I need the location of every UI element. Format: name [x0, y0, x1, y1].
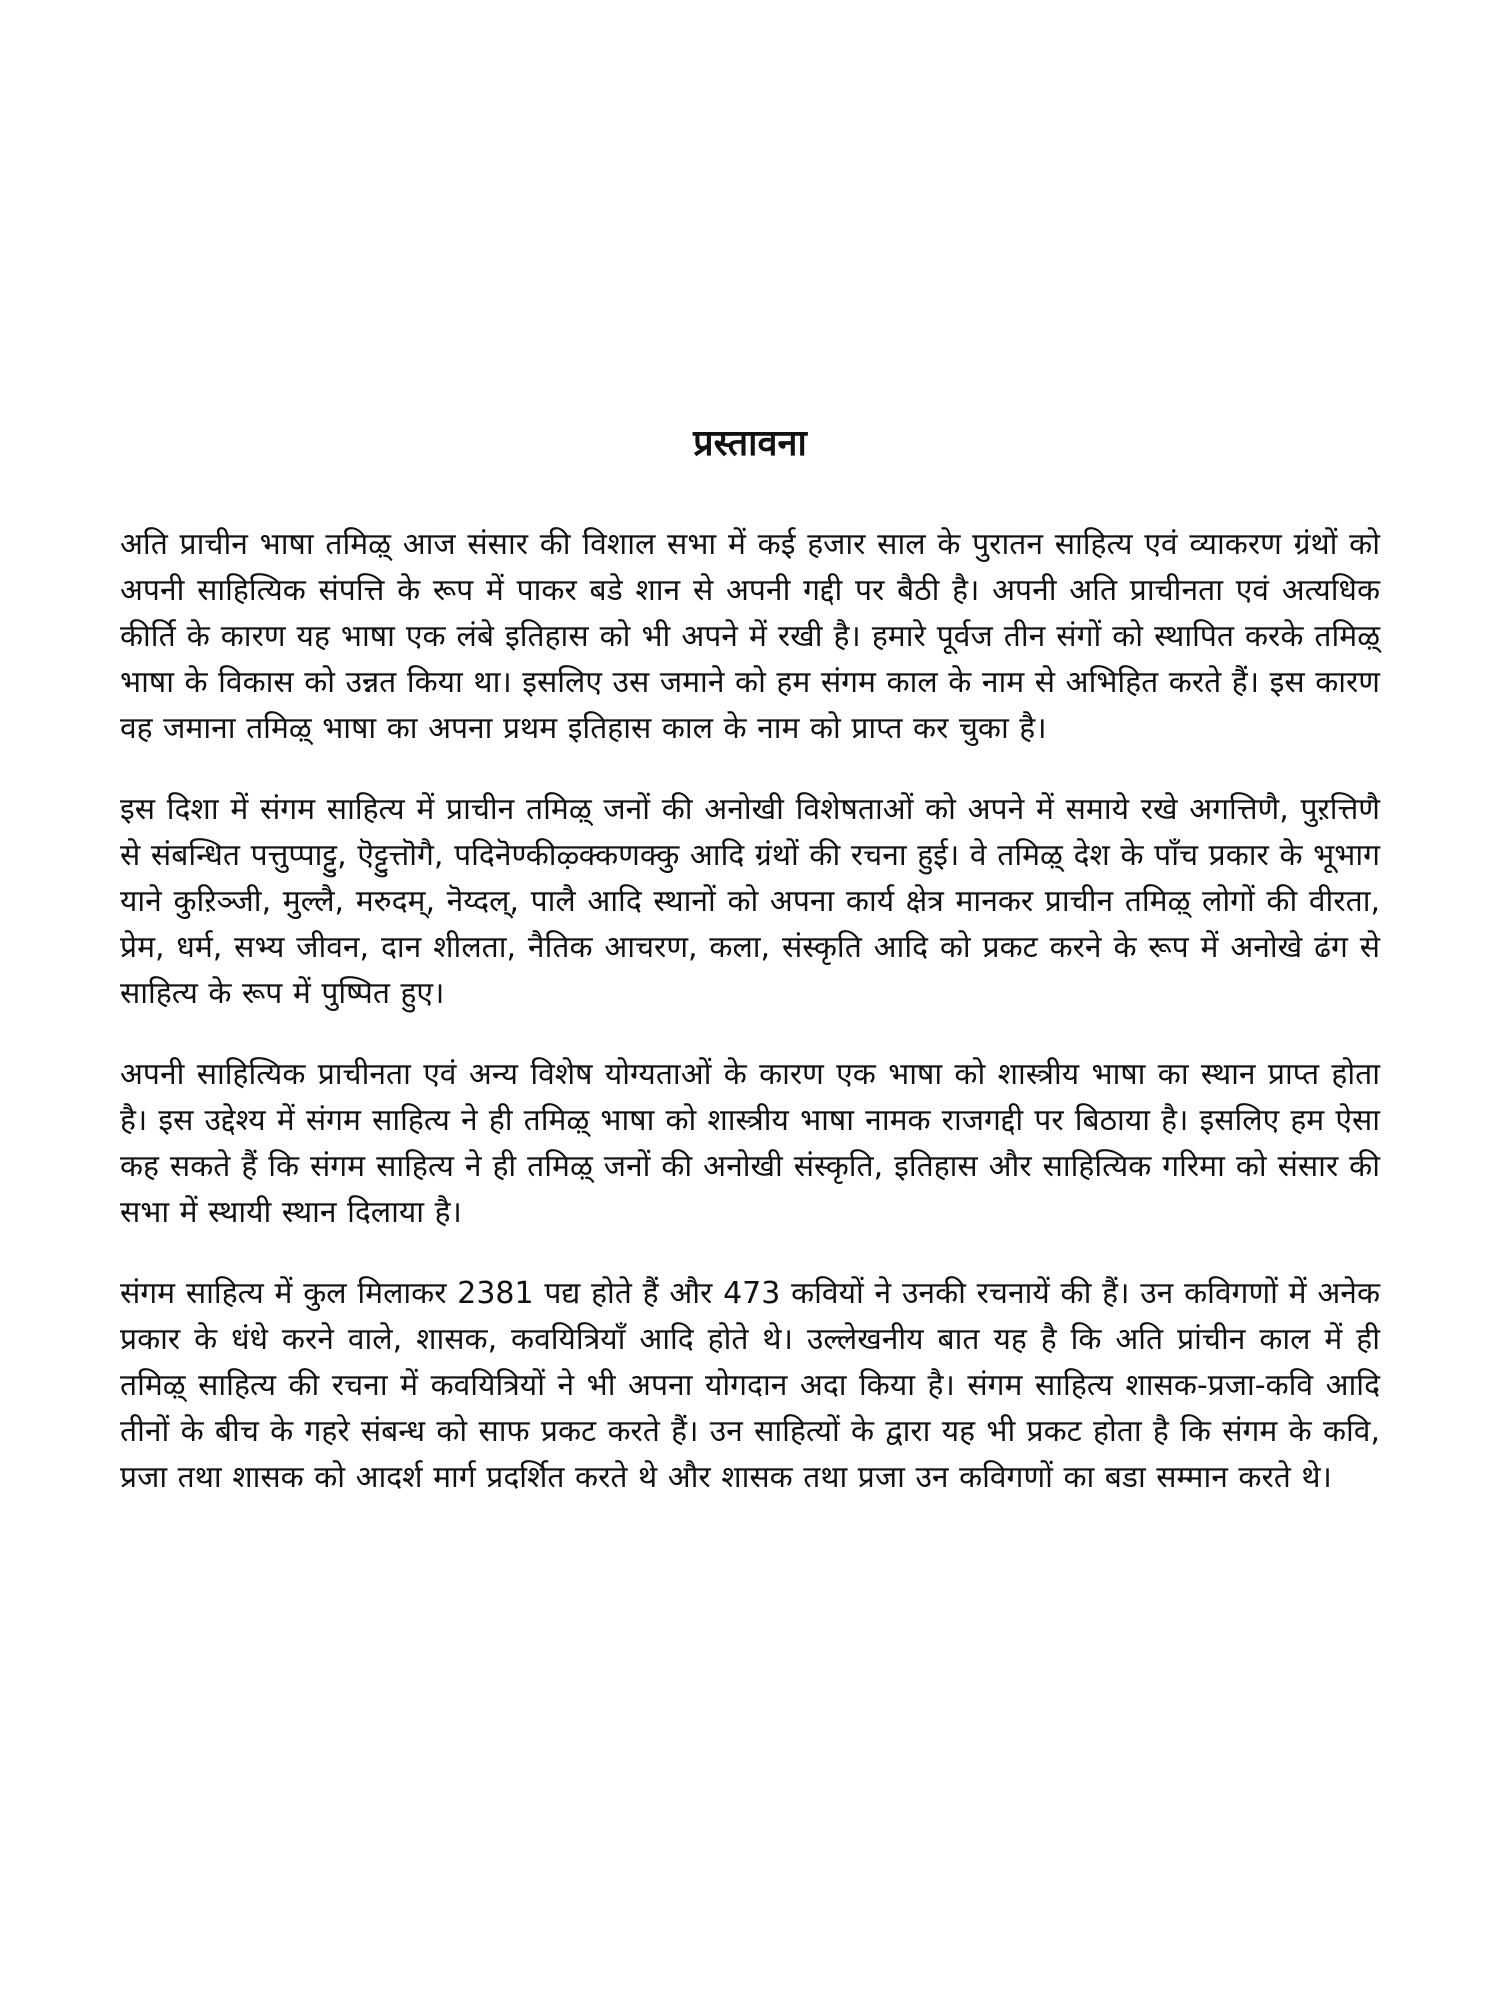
paragraph-2: इस दिशा में संगम साहित्य में प्राचीन तमिऴ् जनों की अनोखी विशेषताओं को अपने में समाये रखे अगत्तिणै, पुऱत्तिणै से संबन्धित पत्तुप्पाट्टु, ऎट्टुत्तॊगै, पदिनॆण्कीऴ्क्कणक्कु आदि ग्रंथों की रचना हुई। वे तमिऴ् देश के पाँच प्रकार के भूभाग याने कुऱिञ्जी, मुल्लै, मरुदम्, नॆय्दल्, पालै आदि स्थानों को अपना कार्य क्षेत्र मानकर प्राचीन तमिऴ् लोगों की वीरता, प्रेम, धर्म, सभ्य जीवन, दान शीलता, नैतिक आचरण, कला, संस्कृति आदि को प्रकट करने के रूप में अनोखे ढंग से साहित्य के रूप में पुष्पित हुए। [120, 792, 1380, 1011]
page-title: प्रस्तावना [693, 423, 807, 464]
paragraph-1: अति प्राचीन भाषा तमिऴ् आज संसार की विशाल सभा में कई हजार साल के पुरातन साहित्य एवं व्याकरण ग्रंथों को अपनी साहित्यिक संपत्ति के रूप में पाकर बडे शान से अपनी गद्दी पर बैठी है। अपनी अति प्राचीनता एवं अत्यधिक कीर्ति के कारण यह भाषा एक लंबे इतिहास को भी अपने में रखी है। हमारे पूर्वज तीन संगों को स्थापित करके तमिऴ् भाषा के विकास को उन्नत किया था। इसलिए उस जमाने को हम संगम काल के नाम से अभिहित करते हैं। इस कारण वह जमाना तमिऴ् भाषा का अपना प्रथम इतिहास काल के नाम को प्राप्त कर चुका है। [120, 527, 1380, 746]
paragraph-4: संगम साहित्य में कुल मिलाकर 2381 पद्य होते हैं और 473 कवियों ने उनकी रचनायें की हैं। उन कविगणों में अनेक प्रकार के धंधे करने वाले, शासक, कवयित्रियाँ आदि होते थे। उल्लेखनीय बात यह है कि अति प्रांचीन काल में ही तमिऴ् साहित्य की रचना में कवयित्रियों ने भी अपना योगदान अदा किया है। संगम साहित्य शासक-प्रजा-कवि आदि तीनों के बीच के गहरे संबन्ध को साफ प्रकट करते हैं। उन साहित्यों के द्वारा यह भी प्रकट होता है कि संगम के कवि, प्रजा तथा शासक को आदर्श मार्ग प्रदर्शित करते थे और शासक तथा प्रजा उन कविगणों का बडा सम्मान करते थे। [120, 1276, 1380, 1495]
paragraph-3: अपनी साहित्यिक प्राचीनता एवं अन्य विशेष योग्यताओं के कारण एक भाषा को शास्त्रीय भाषा का स्थान प्राप्त होता है। इस उद्देश्य में संगम साहित्य ने ही तमिऴ् भाषा को शास्त्रीय भाषा नामक राजगद्दी पर बिठाया है। इसलिए हम ऐसा कह सकते हैं कि संगम साहित्य ने ही तमिऴ् जनों की अनोखी संस्कृति, इतिहास और साहित्यिक गरिमा को संसार की सभा में स्थायी स्थान दिलाया है। [120, 1057, 1380, 1230]
body-text [120, 522, 1380, 1536]
